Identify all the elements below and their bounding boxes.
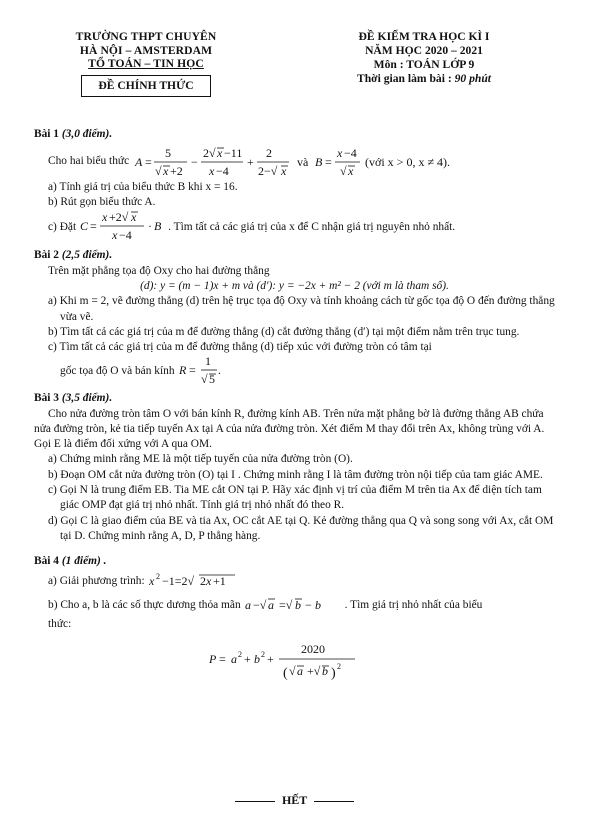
svg-text:x: x bbox=[102, 210, 108, 225]
svg-text:x: x bbox=[337, 145, 343, 160]
svg-text:2√: 2√ bbox=[203, 145, 216, 160]
expression-c-formula bbox=[76, 210, 168, 244]
svg-text:−4: −4 bbox=[344, 145, 357, 160]
svg-text:√: √ bbox=[200, 372, 208, 387]
exam-header bbox=[34, 30, 555, 97]
problem-4a: a) Giải phương trình: x 2 −1=2√ 2 x +1 bbox=[48, 569, 555, 593]
problem-3-intro: Cho nửa đường tròn tâm O với bán kính R, đường kính AB. Trên nửa mặt phẳng bờ là đường thẳng AB chứa nửa đường tròn, kẻ tia tiếp tuyến Ax tại A của nửa đường tròn. Xét điểm M thay đổi trên Ax, không trùng với A. Gọi E là điểm đối xứng với A qua OM. bbox=[34, 407, 545, 451]
problem-4-title: Bài 4 (1 điểm) . bbox=[34, 555, 107, 568]
svg-text:+: + bbox=[266, 651, 274, 666]
svg-text:+2√: +2√ bbox=[109, 210, 129, 225]
svg-text:A: A bbox=[135, 154, 143, 169]
svg-text:b: b bbox=[314, 598, 321, 613]
svg-text:2−√: 2−√ bbox=[258, 163, 278, 178]
time-value: 90 phút bbox=[454, 71, 491, 85]
svg-text:5: 5 bbox=[208, 372, 215, 387]
svg-text:2: 2 bbox=[199, 574, 206, 589]
svg-text:P: P bbox=[208, 651, 216, 666]
problem-2c-line2: gốc tọa độ O và bán kính R = 1 √ 5 . bbox=[60, 355, 221, 387]
svg-text:−4: −4 bbox=[119, 228, 132, 243]
school-year: NĂM HỌC 2020 – 2021 bbox=[365, 43, 483, 57]
svg-text:=√: =√ bbox=[278, 598, 293, 613]
svg-text:x: x bbox=[209, 163, 215, 178]
svg-text:2: 2 bbox=[237, 649, 242, 659]
problem-1b: b) Rút gọn biểu thức A. bbox=[48, 196, 156, 209]
svg-text:x: x bbox=[217, 145, 223, 160]
svg-text:=: = bbox=[325, 154, 332, 169]
svg-text:·: · bbox=[148, 219, 153, 234]
svg-text:+: + bbox=[247, 154, 254, 169]
svg-text:−: − bbox=[191, 154, 198, 169]
end-marker: HẾT bbox=[0, 792, 589, 808]
svg-text:1: 1 bbox=[204, 355, 211, 369]
problem-3a: a) Chứng minh rằng ME là một tiếp tuyến của nửa đường tròn (O). bbox=[48, 453, 353, 466]
svg-text:x: x bbox=[205, 574, 211, 589]
svg-text:+: + bbox=[243, 651, 251, 666]
svg-text:2: 2 bbox=[266, 145, 273, 160]
problem-1 bbox=[34, 127, 555, 245]
svg-text:x: x bbox=[131, 210, 137, 225]
problem-2-intro: Trên mặt phẳng tọa độ Oxy cho hai đường thẳng bbox=[48, 264, 270, 277]
svg-text:x: x bbox=[148, 574, 154, 589]
svg-text:=: = bbox=[90, 219, 97, 234]
svg-text:và: và bbox=[297, 154, 309, 169]
svg-text:R: R bbox=[178, 363, 186, 378]
problem-3d: d) Gọi C là giao điểm của BE và tia Ax, OC cắt AE tại Q. Kẻ đường thẳng qua Q và song song với Ax, cắt OM tại D. Chứng minh rằng A, D, P thẳng hàng. bbox=[48, 514, 554, 542]
end-dash-left bbox=[235, 801, 275, 802]
condition-4b bbox=[241, 593, 345, 617]
problem-2b: b) Tìm tất cả các giá trị của m để đường thẳng (d) cắt đường thẳng (d′) tại một điểm nằm trên trục tung. bbox=[48, 325, 520, 338]
subject: Môn : TOÁN LỚP 9 bbox=[373, 57, 475, 71]
official-exam-badge: ĐỀ CHÍNH THỨC bbox=[81, 75, 210, 97]
svg-text:b: b bbox=[321, 663, 328, 678]
time-limit: Thời gian làm bài : 90 phút bbox=[357, 71, 491, 85]
problem-3b: b) Đoạn OM cắt nửa đường tròn (O) tại I . Chứng minh rằng I là tâm đường tròn nội tiếp của tam giác AME. bbox=[48, 468, 543, 481]
expression-p-block bbox=[34, 639, 555, 692]
equation-4a bbox=[145, 569, 255, 593]
department-name: TỔ TOÁN – TIN HỌC bbox=[88, 57, 204, 71]
svg-text:(: ( bbox=[282, 665, 288, 681]
problem-4b: b) Cho a, b là các số thực dương thỏa mãn a −√ a =√ b − b . Tìm giá trị nhỏ nhất của biểu bbox=[48, 593, 555, 617]
svg-text:−4: −4 bbox=[216, 163, 229, 178]
svg-text:a: a bbox=[296, 663, 303, 678]
problem-4b-tail: thức: bbox=[48, 618, 72, 631]
problem-2-title: Bài 2 (2,5 điểm). bbox=[34, 249, 113, 262]
problem-1a: a) Tính giá trị của biểu thức B khi x = 16. bbox=[48, 180, 238, 193]
svg-text:a: a bbox=[244, 598, 251, 613]
exam-title: ĐỀ KIỂM TRA HỌC KÌ I bbox=[358, 30, 490, 43]
svg-text:B: B bbox=[154, 219, 162, 234]
svg-text:2: 2 bbox=[155, 572, 160, 582]
svg-text:x: x bbox=[112, 228, 118, 243]
svg-text:=: = bbox=[188, 363, 196, 378]
svg-text:a: a bbox=[267, 598, 274, 613]
problem-2 bbox=[34, 248, 555, 387]
problem-1-title: Bài 1 (3,0 điểm). bbox=[34, 127, 113, 140]
svg-text:2020: 2020 bbox=[300, 641, 325, 656]
problem-3c: c) Gọi N là trung điểm EB. Tia ME cắt ON tại P. Hãy xác định vị trí của điểm M trên tia Ax để diện tích tam giác OMP đạt giá trị nhỏ nhất. Tính giá trị nhỏ nhất đó theo R. bbox=[48, 484, 542, 512]
svg-text:+1: +1 bbox=[212, 574, 226, 589]
svg-text:2: 2 bbox=[336, 661, 341, 671]
svg-text:C: C bbox=[80, 219, 89, 234]
svg-text:a: a bbox=[230, 651, 237, 666]
svg-text:−√: −√ bbox=[252, 598, 267, 613]
svg-text:5: 5 bbox=[165, 145, 172, 160]
svg-text:x: x bbox=[281, 163, 287, 178]
problem-4 bbox=[34, 554, 555, 692]
school-name-line2: HÀ NỘI – AMSTERDAM bbox=[79, 43, 213, 57]
radius-formula bbox=[175, 355, 223, 387]
problem-3-title: Bài 3 (3,5 điểm). bbox=[34, 392, 113, 405]
problem-2-lines: (d): y = (m − 1)x + m và (d′): y = −2x + m² − 2 (với m là tham số). bbox=[140, 279, 449, 292]
problem-1c: c) Đặt C = x +2√ x x −4 · B . Tìm tất cả các giá trị của x để C nhận giá trị nguyên nhỏ nhất. bbox=[48, 210, 456, 243]
svg-text:b: b bbox=[294, 598, 301, 613]
svg-text:−11: −11 bbox=[224, 145, 243, 160]
svg-text:b: b bbox=[253, 651, 260, 666]
condition-text: (với x > 0, x ≠ 4). bbox=[365, 154, 451, 169]
problem-2a: a) Khi m = 2, vẽ đường thẳng (d) trên hệ trục tọa độ Oxy và tính khoảng cách từ gốc tọa độ O đến đường thẳng vừa vẽ. bbox=[48, 295, 555, 323]
exam-info-block bbox=[319, 30, 529, 86]
svg-text:√: √ bbox=[340, 163, 347, 178]
svg-text:+2: +2 bbox=[170, 163, 183, 178]
svg-text:=: = bbox=[145, 154, 152, 169]
svg-text:√: √ bbox=[288, 663, 296, 678]
svg-text:): ) bbox=[330, 665, 336, 681]
problem-3 bbox=[34, 391, 555, 544]
school-block bbox=[46, 30, 246, 97]
problem-1-expressions: Cho hai biểu thức A = 5 √ x +2 − 2√ x −11 x −4 + 2 2−√ x và B = x −4 √ x (với x > 0, x ≠ 4). bbox=[48, 144, 555, 180]
svg-text:2: 2 bbox=[260, 649, 265, 659]
svg-text:−: − bbox=[304, 598, 312, 613]
svg-text:=: = bbox=[218, 651, 226, 666]
svg-text:B: B bbox=[315, 154, 323, 169]
svg-text:x: x bbox=[348, 163, 354, 178]
svg-text:√: √ bbox=[155, 163, 162, 178]
expression-p-formula bbox=[205, 639, 385, 687]
problem-2c-line1: c) Tìm tất cả các giá trị của m để đường thẳng (d) tiếp xúc với đường tròn có tâm tại bbox=[48, 341, 432, 354]
end-dash-right bbox=[314, 801, 354, 802]
svg-text:−1=2√: −1=2√ bbox=[161, 574, 194, 589]
school-name-line1: TRƯỜNG THPT CHUYÊN bbox=[75, 30, 217, 43]
svg-text:x: x bbox=[163, 163, 169, 178]
svg-text:.: . bbox=[217, 363, 221, 378]
expressions-a-b-formula bbox=[129, 144, 501, 180]
svg-text:+√: +√ bbox=[306, 663, 320, 678]
